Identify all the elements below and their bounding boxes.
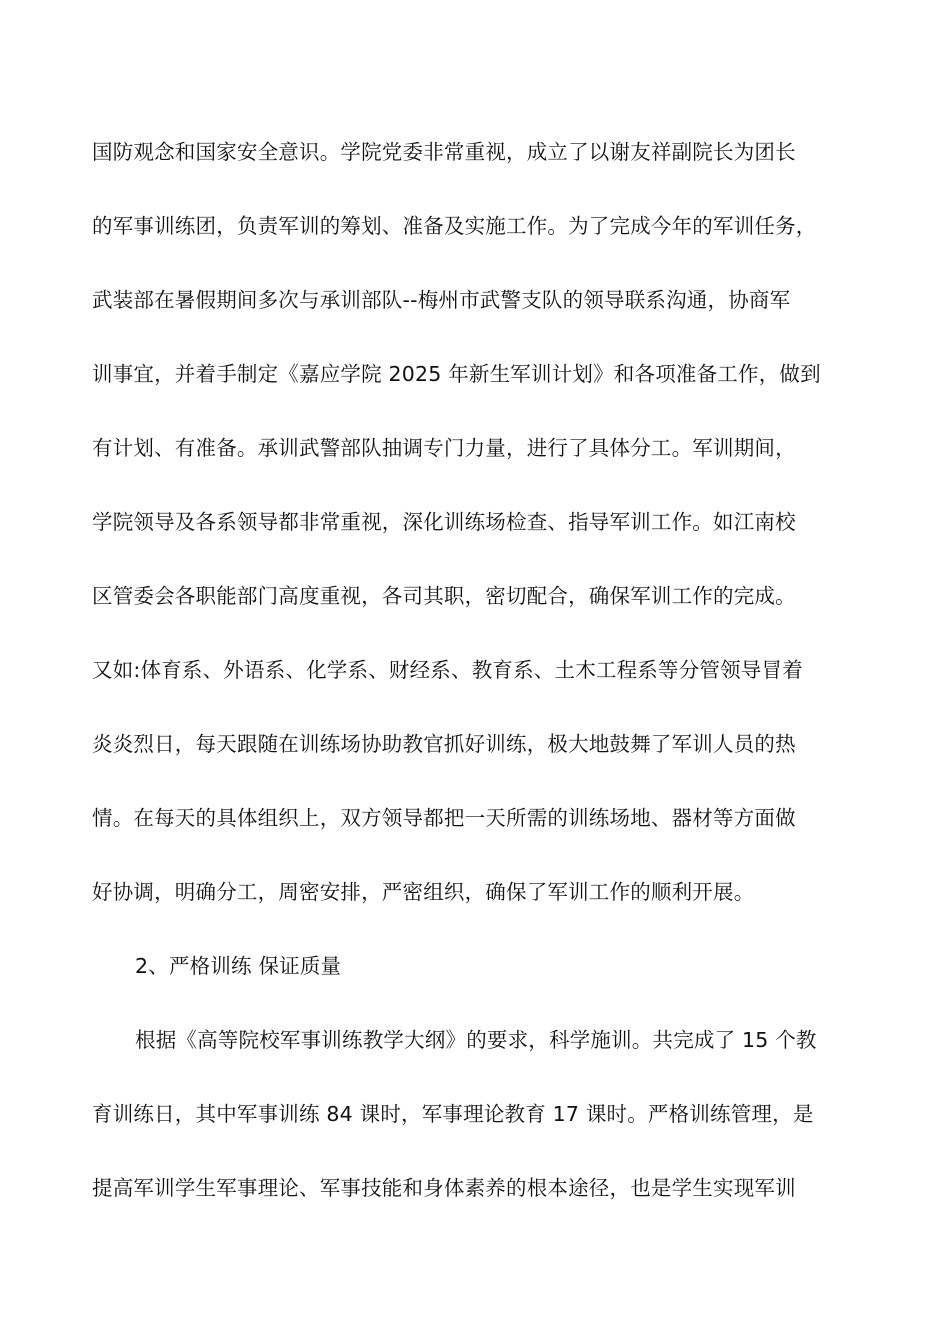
paragraph-line: 情。在每天的具体组织上，双方领导都把一天所需的训练场地、器材等方面做 (92, 806, 796, 830)
paragraph-line: 又如:体育系、外语系、化学系、财经系、教育系、土木工程系等分管领导冒着 (92, 658, 803, 682)
paragraph-line: 提高军训学生军事理论、军事技能和身体素养的根本途径，也是学生实现军训 (92, 1176, 796, 1200)
paragraph-line: 武装部在暑假期间多次与承训部队--梅州市武警支队的领导联系沟通，协商军 (92, 288, 791, 312)
paragraph-line: 学院领导及各系领导都非常重视，深化训练场检查、指导军训工作。如江南校 (92, 510, 796, 534)
paragraph-line: 根据《高等院校军事训练教学大纲》的要求，科学施训。共完成了 15 个教 (135, 1028, 817, 1052)
section-heading: 2、严格训练 保证质量 (135, 954, 342, 978)
paragraph-line: 区管委会各职能部门高度重视，各司其职，密切配合，确保军训工作的完成。 (92, 584, 796, 608)
paragraph-line: 育训练日，其中军事训练 84 课时，军事理论教育 17 课时。严格训练管理，是 (92, 1102, 814, 1126)
paragraph-line: 国防观念和国家安全意识。学院党委非常重视，成立了以谢友祥副院长为团长 (92, 140, 796, 164)
paragraph-line: 好协调，明确分工，周密安排，严密组织，确保了军训工作的顺利开展。 (92, 880, 755, 904)
paragraph-line: 有计划、有准备。承训武警部队抽调专门力量，进行了具体分工。军训期间， (92, 436, 796, 460)
paragraph-line: 的军事训练团，负责军训的筹划、准备及实施工作。为了完成今年的军训任务， (92, 214, 817, 238)
paragraph-line: 炎炎烈日，每天跟随在训练场协助教官抓好训练，极大地鼓舞了军训人员的热 (92, 732, 796, 756)
paragraph-line: 训事宜，并着手制定《嘉应学院 2025 年新生军训计划》和各项准备工作，做到 (92, 362, 821, 386)
